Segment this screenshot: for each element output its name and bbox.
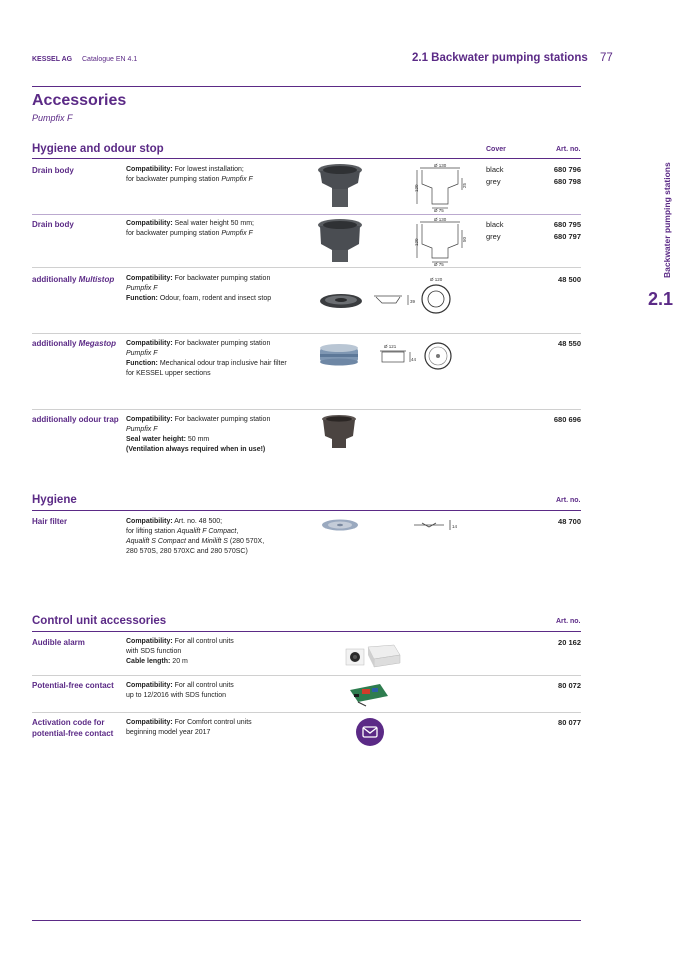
label-product: Multistop — [78, 275, 115, 284]
multistop-side-drawing — [372, 292, 418, 308]
compat-label: Compatibility: — [126, 682, 173, 689]
row-divider — [32, 333, 581, 334]
potential-free-contact-image — [346, 680, 392, 708]
product-name: Minilift S — [201, 538, 228, 545]
col-cover-header: Cover — [486, 146, 506, 153]
row-divider — [32, 712, 581, 713]
product-name: Pumpfix F — [126, 350, 158, 357]
compat-label: Compatibility: — [126, 518, 173, 525]
section-rule — [32, 510, 581, 511]
row-divider — [32, 267, 581, 268]
art-number: 20 162 — [558, 638, 581, 647]
dim-label: Ø 120 — [430, 277, 443, 282]
seal-label: Seal water height: — [126, 436, 186, 443]
compat-text: For all control units — [174, 682, 234, 689]
compat-line2: for lifting station — [126, 528, 177, 535]
odour-trap-image — [320, 414, 358, 450]
compat-text: For backwater pumping station — [174, 416, 271, 423]
section-rule — [32, 631, 581, 632]
art-number: 48 550 — [558, 339, 581, 348]
row-description — [126, 339, 316, 379]
product-name: Aqualift S Compact — [126, 538, 186, 545]
hair-filter-image — [320, 517, 360, 533]
dim-label: 14 — [452, 524, 458, 529]
ventilation-note: (Ventilation always required when in use!) — [126, 446, 266, 453]
product-name: Pumpfix F — [126, 285, 158, 292]
compat-label: Compatibility: — [126, 275, 173, 282]
product-name: Pumpfix F — [221, 230, 253, 237]
row-label: Drain body — [32, 166, 74, 175]
row-label: Audible alarm — [32, 638, 85, 647]
cover-value: grey — [486, 177, 501, 186]
row-description — [126, 681, 316, 701]
compat-label: Compatibility: — [126, 416, 173, 423]
compat-text: For lowest installation; — [174, 166, 244, 173]
row-label — [32, 717, 113, 739]
compat-text: Art. no. 48 500; — [174, 518, 223, 525]
megastop-image — [318, 342, 360, 368]
compat-text: For all control units — [174, 638, 234, 645]
label-product: Megastop — [78, 339, 117, 348]
dim-label: 39 — [410, 299, 416, 304]
art-number: 680 797 — [553, 232, 581, 241]
compat-line2: with SDS function — [126, 648, 182, 655]
art-number: 680 798 — [553, 177, 581, 186]
drain-body-image — [316, 218, 364, 264]
compat-label: Compatibility: — [126, 166, 173, 173]
section-hygiene-title: Hygiene — [32, 494, 77, 506]
row-label — [32, 338, 116, 349]
compat-text: For Comfort control units — [174, 719, 252, 726]
row-description — [126, 165, 306, 185]
drain-body-image — [316, 163, 364, 211]
dim-label: 50 — [462, 236, 467, 242]
row-description — [126, 718, 316, 738]
product-name: Aqualift F Compact — [176, 528, 237, 535]
art-number: 80 077 — [558, 718, 581, 727]
function-label: Function: — [126, 360, 158, 367]
catalogue-label: Catalogue EN 4.1 — [82, 56, 138, 63]
drain-body-drawing — [412, 216, 468, 266]
row-divider — [32, 409, 581, 410]
drain-body-drawing — [412, 162, 468, 212]
art-number: 680 795 — [553, 220, 581, 229]
compat-line3: and — [185, 538, 202, 545]
art-number: 80 072 — [558, 681, 581, 690]
row-label: additionally odour trap — [32, 415, 119, 424]
footer-rule — [32, 920, 581, 921]
dim-label: Ø 130 — [434, 163, 447, 168]
multistop-top-drawing — [418, 275, 458, 315]
compat-line4: 280 570S, 280 570XC and 280 570SC) — [126, 548, 248, 555]
side-tab-label: Backwater pumping stations — [662, 162, 672, 278]
cable-label: Cable length: — [126, 658, 171, 665]
envelope-icon — [355, 717, 385, 747]
seal-text: 50 mm — [187, 436, 210, 443]
row-description — [126, 415, 316, 455]
dim-label: 44 — [411, 357, 416, 362]
function-text: Odour, foam, rodent and insect stop — [159, 295, 272, 302]
dim-label: Ø 130 — [434, 217, 447, 222]
cover-value: black — [486, 220, 504, 229]
row-description — [126, 274, 316, 304]
label-prefix: additionally — [32, 275, 79, 284]
compat-text: For backwater pumping station — [174, 275, 271, 282]
col-art-header: Art. no. — [556, 497, 581, 504]
compat-label: Compatibility: — [126, 340, 173, 347]
product-name: Pumpfix F — [126, 426, 158, 433]
row-label: Potential-free contact — [32, 681, 114, 690]
section-title: 2.1 Backwater pumping stations — [412, 52, 588, 64]
cover-value: black — [486, 165, 504, 174]
page-number: 77 — [600, 52, 613, 64]
col-art-header: Art. no. — [556, 618, 581, 625]
dim-label: 25 — [462, 182, 467, 188]
row-label: Hair filter — [32, 517, 68, 526]
product-name: Pumpfix F — [221, 176, 253, 183]
compat-line2: up to 12/2016 with SDS function — [126, 692, 227, 699]
header-rule — [32, 86, 581, 87]
compat-text: For backwater pumping station — [174, 340, 271, 347]
compat-line2: for backwater pumping station — [126, 230, 222, 237]
row-description — [126, 219, 306, 239]
dim-label: 120 — [414, 238, 419, 246]
compat-label: Compatibility: — [126, 220, 173, 227]
dim-label: Ø 121 — [384, 344, 397, 349]
row-description — [126, 517, 316, 557]
col-art-header: Art. no. — [556, 146, 581, 153]
row-divider — [32, 675, 581, 676]
art-number: 680 796 — [553, 165, 581, 174]
dim-label: Ø 75 — [434, 262, 444, 266]
function-label: Function: — [126, 295, 158, 302]
row-description — [126, 637, 316, 667]
section-control-title: Control unit accessories — [32, 615, 167, 627]
section-rule — [32, 158, 581, 159]
punctuation: , — [236, 528, 239, 535]
multistop-image — [318, 290, 364, 312]
label-prefix: additionally — [32, 339, 79, 348]
function-text: Mechanical odour trap inclusive hair filter — [159, 360, 287, 367]
dim-label: Ø 75 — [434, 208, 444, 212]
page-subtitle: Pumpfix F — [32, 113, 73, 123]
art-number: 680 696 — [553, 415, 581, 424]
cable-text: 20 m — [172, 658, 188, 665]
compat-label: Compatibility: — [126, 638, 173, 645]
art-number: 48 500 — [558, 275, 581, 284]
compat-label: Compatibility: — [126, 719, 173, 726]
row-label — [32, 274, 114, 285]
row-label: Drain body — [32, 220, 74, 229]
audible-alarm-image — [342, 641, 404, 671]
side-tab-number: 2.1 — [648, 289, 674, 309]
megastop-side-drawing — [376, 341, 416, 369]
cover-value: grey — [486, 232, 501, 241]
compat-line2: for backwater pumping station — [126, 176, 222, 183]
company-name: KESSEL AG — [32, 56, 73, 63]
compat-line2: beginning model year 2017 — [126, 729, 211, 736]
label-line2: potential-free contact — [32, 729, 114, 738]
art-number: 48 700 — [558, 517, 581, 526]
compat-text: Seal water height 50 mm; — [174, 220, 254, 227]
compat-line3: (280 570X, — [227, 538, 265, 545]
hair-filter-drawing — [410, 517, 460, 533]
row-divider — [32, 214, 581, 215]
label-line1: Activation code for — [32, 718, 105, 727]
function-text: for KESSEL upper sections — [126, 370, 211, 377]
dim-label: 120 — [414, 184, 419, 192]
section-hygiene-odour-title: Hygiene and odour stop — [32, 143, 164, 155]
page-title: Accessories — [32, 92, 127, 109]
megastop-top-drawing — [422, 340, 454, 372]
